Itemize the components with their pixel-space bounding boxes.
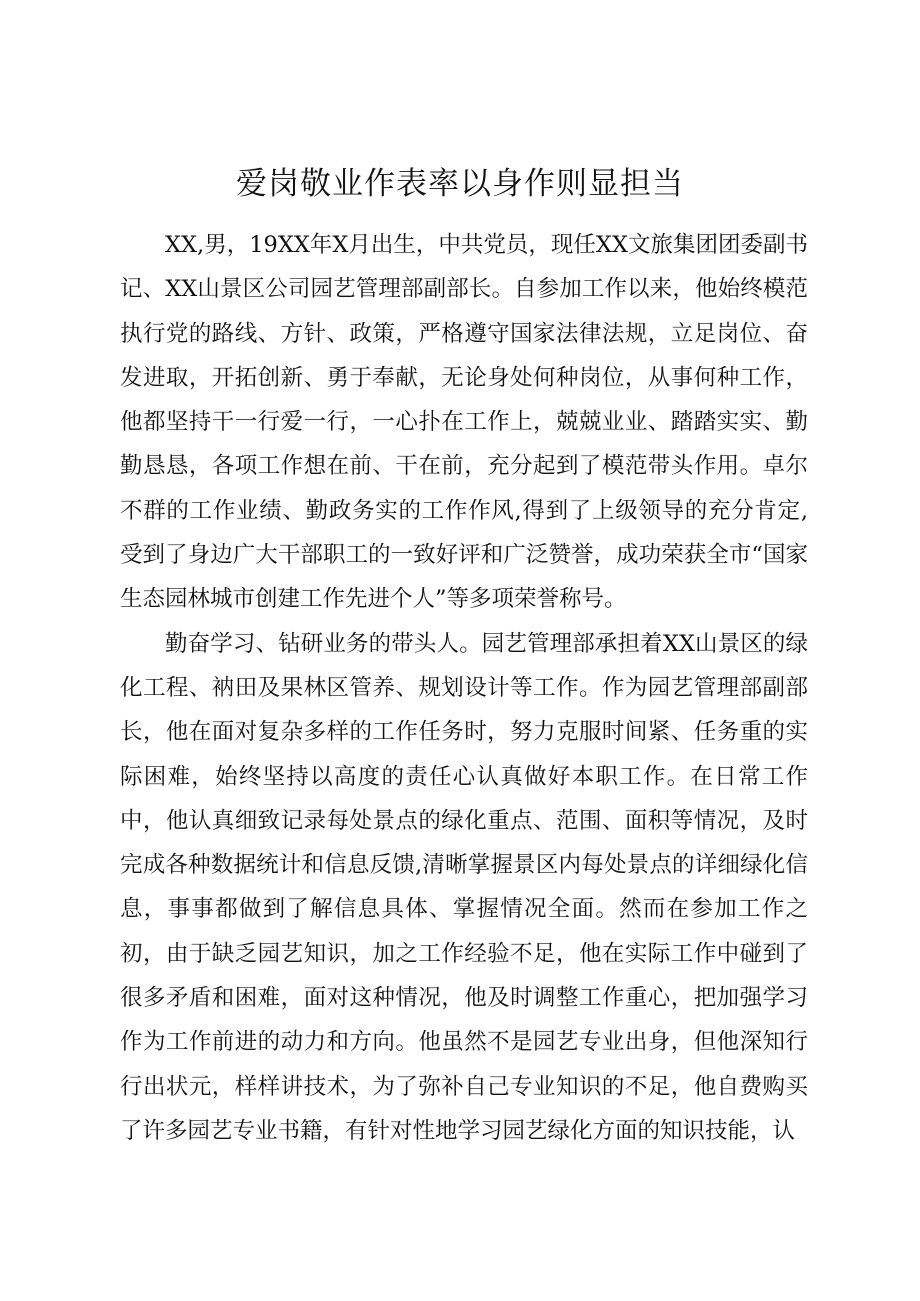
paragraph-intro: XX,男，19XX年X月出生，中共党员，现任XX文旅集团团委副书记、XX山景区公司园艺管理部副部长。自参加工作以来，他始终模范执行党的路线、方针、政策，严格遵守国家法律法规，立足岗位、奋发进取，开拓创新、勇于奉献，无论身处何种岗位，从事何种工作，他都坚持干一行爱一行，一心扑在工作上，兢兢业业、踏踏实实、勤勤恳恳，各项工作想在前、干在前，充分起到了模范带头作用。卓尔不群的工作业绩、勤政务实的工作作风,得到了上级领导的充分肯定,受到了身边广大干部职工的一致好评和广泛赞誉，成功荣获全市“国家生态园林城市创建工作先进个人”等多项荣誉称号。	[120, 232, 808, 613]
document-body	[120, 223, 808, 1153]
document-title: 爱岗敬业作表率以身作则显担当	[236, 166, 684, 202]
paragraph-study: 勤奋学习、钻研业务的带头人。园艺管理部承担着XX山景区的绿化工程、衲田及果林区管养、规划设计等工作。作为园艺管理部副部长，他在面对复杂多样的工作任务时，努力克服时间紧、任务重的实际困难，始终坚持以高度的责任心认真做好本职工作。在日常工作中，他认真细致记录每处景点的绿化重点、范围、面积等情况，及时完成各种数据统计和信息反馈,清晰掌握景区内每处景点的详细绿化信息，事事都做到了解信息具体、掌握情况全面。然而在参加工作之初，由于缺乏园艺知识，加之工作经验不足，他在实际工作中碰到了很多矛盾和困难，面对这种情况，他及时调整工作重心，把加强学习作为工作前进的动力和方向。他虽然不是园艺专业出身，但他深知行行出状元，样样讲技术，为了弥补自己专业知识的不足，他自费购买了许多园艺专业书籍，有针对性地学习园艺绿化方面的知识技能，认	[120, 630, 808, 1144]
